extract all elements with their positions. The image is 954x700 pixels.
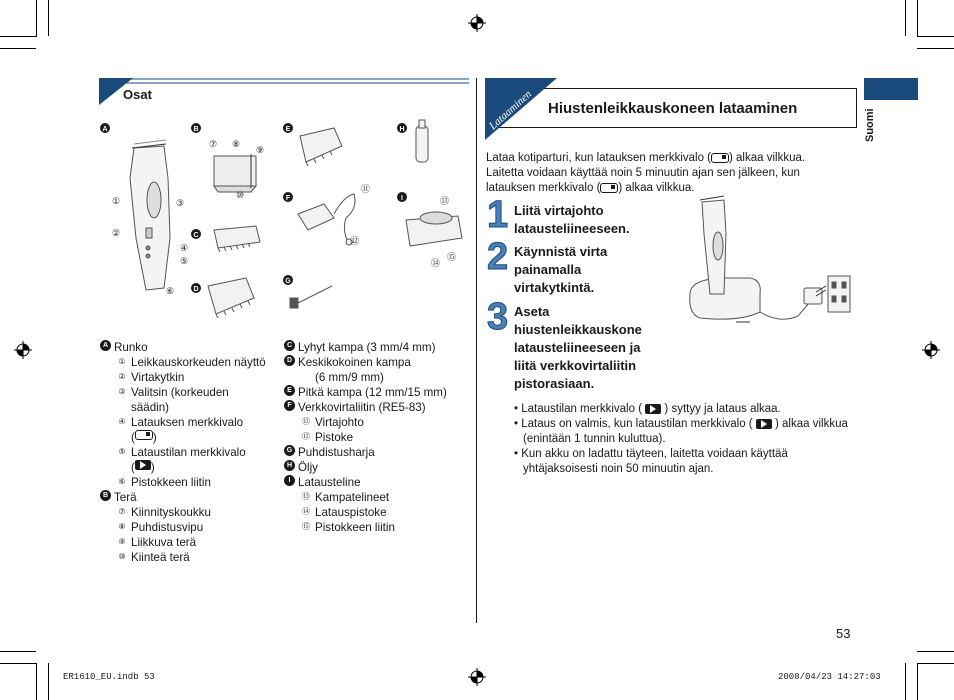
parts-list-item bbox=[100, 340, 278, 355]
part-name: Pistoke bbox=[315, 431, 354, 444]
parts-list-item bbox=[284, 430, 466, 445]
registration-mark-icon bbox=[468, 14, 486, 32]
part-name: Latauksen merkkivalo bbox=[131, 416, 244, 429]
part-name: Öljy bbox=[298, 461, 318, 474]
svg-text:④: ④ bbox=[180, 243, 189, 253]
svg-text:H: H bbox=[399, 126, 405, 133]
part-name: Pitkä kampa (12 mm/15 mm) bbox=[298, 386, 447, 399]
language-label: Suomi bbox=[864, 108, 876, 142]
bullet-list bbox=[514, 402, 854, 477]
part-letter-icon: A bbox=[100, 340, 111, 351]
part-number: ② bbox=[118, 372, 126, 381]
crop-mark bbox=[917, 663, 918, 700]
svg-text:②: ② bbox=[112, 228, 121, 238]
part-number: ⑨ bbox=[118, 537, 126, 546]
part-letter-icon: I bbox=[284, 475, 295, 486]
parts-list-item bbox=[100, 505, 278, 520]
stand-drawing bbox=[406, 212, 462, 246]
parts-list-item bbox=[284, 355, 466, 370]
part-number: ⑮ bbox=[302, 522, 310, 531]
registration-mark-icon bbox=[468, 668, 486, 686]
part-name-suffix: ) bbox=[152, 431, 157, 444]
crop-mark bbox=[917, 48, 954, 49]
part-letter-icon: G bbox=[284, 445, 295, 456]
part-name: Virtajohto bbox=[315, 416, 364, 429]
parts-list-item bbox=[284, 520, 466, 535]
bullet-item: • Lataustilan merkkivalo ( ) syttyy ja lataus alkaa. bbox=[514, 403, 781, 415]
crop-mark bbox=[917, 36, 954, 37]
part-name: Leikkauskorkeuden näyttö bbox=[131, 356, 266, 369]
part-name: Kampatelineet bbox=[315, 491, 390, 504]
parts-list-item bbox=[100, 550, 278, 565]
parts-list-item bbox=[100, 385, 278, 400]
parts-illustration bbox=[96, 118, 468, 318]
part-name: Puhdistusvipu bbox=[131, 521, 204, 534]
part-name: Lataustilan merkkivalo bbox=[131, 446, 246, 459]
section-tab bbox=[485, 78, 557, 140]
step-text: Liitä virtajohto latausteliineeseen. bbox=[514, 203, 630, 236]
section-header-bar bbox=[99, 78, 469, 106]
part-number: ⑤ bbox=[118, 447, 126, 456]
part-number: ⑪ bbox=[302, 417, 310, 426]
crop-mark bbox=[917, 0, 918, 36]
svg-text:B: B bbox=[193, 126, 199, 133]
part-name: Keskikokoinen kampa bbox=[298, 356, 411, 369]
part-name: Latausteline bbox=[298, 476, 361, 489]
crop-mark bbox=[917, 663, 954, 664]
part-name: Liikkuva terä bbox=[131, 536, 197, 549]
step-number: 1 bbox=[487, 194, 509, 236]
figure-label-g bbox=[283, 275, 293, 285]
svg-text:⑨: ⑨ bbox=[256, 145, 265, 155]
parts-list-item bbox=[284, 460, 466, 475]
crop-mark bbox=[36, 663, 37, 700]
parts-list-item bbox=[100, 430, 278, 445]
registration-mark-icon bbox=[922, 341, 940, 359]
footer-file: ER1610_EU.indb 53 bbox=[63, 672, 155, 682]
parts-list-item bbox=[100, 520, 278, 535]
part-name: Terä bbox=[114, 491, 137, 504]
figure-label-b bbox=[191, 123, 201, 133]
part-name: Kiinteä terä bbox=[131, 551, 190, 564]
figure-label-i bbox=[397, 192, 407, 202]
charge-lamp-icon bbox=[135, 430, 153, 440]
long-comb-drawing bbox=[300, 128, 342, 166]
step-number: 2 bbox=[487, 236, 509, 278]
part-name-suffix: ) bbox=[150, 461, 155, 474]
part-number: ⑩ bbox=[118, 552, 126, 561]
figure-label-c bbox=[191, 229, 201, 239]
part-name: Kiinnityskoukku bbox=[131, 506, 211, 519]
footer-timestamp: 2008/04/23 14:27:03 bbox=[778, 672, 881, 682]
part-number: ⑫ bbox=[302, 432, 310, 441]
part-name: Puhdistusharja bbox=[298, 446, 375, 459]
crop-mark bbox=[905, 663, 906, 700]
part-letter-icon: F bbox=[284, 400, 295, 411]
parts-list-item bbox=[284, 490, 466, 505]
part-number: ① bbox=[118, 357, 126, 366]
svg-text:①: ① bbox=[112, 196, 121, 206]
plug-icon bbox=[645, 404, 661, 414]
svg-text:⑩: ⑩ bbox=[236, 190, 245, 200]
parts-list-item bbox=[100, 460, 278, 475]
svg-text:A: A bbox=[102, 126, 108, 133]
part-number: ⑥ bbox=[118, 477, 126, 486]
parts-list-item bbox=[100, 400, 278, 415]
section-title: Osat bbox=[123, 87, 152, 102]
svg-text:③: ③ bbox=[176, 198, 185, 208]
parts-list-item bbox=[100, 490, 278, 505]
part-name: (6 mm/9 mm) bbox=[315, 371, 384, 384]
parts-list-item bbox=[284, 370, 466, 385]
crop-mark bbox=[48, 0, 49, 36]
blade-drawing bbox=[214, 154, 256, 192]
crop-mark bbox=[48, 663, 49, 700]
svg-text:⑤: ⑤ bbox=[180, 256, 189, 266]
short-comb-drawing bbox=[214, 226, 260, 252]
parts-list-item bbox=[284, 415, 466, 430]
step-text: Aseta hiustenleikkauskone latausteliineeseen ja liitä verkkovirtaliitin pistorasiaan. bbox=[514, 304, 642, 391]
figure-label-a bbox=[100, 123, 110, 133]
section-title-charging: Hiustenleikkauskoneen lataaminen bbox=[548, 100, 798, 117]
part-name: Runko bbox=[114, 341, 148, 354]
part-name: säädin) bbox=[131, 401, 170, 414]
plug-icon bbox=[135, 460, 151, 470]
parts-list-item bbox=[100, 415, 278, 430]
figure-label-d bbox=[191, 283, 201, 293]
brush-drawing bbox=[290, 286, 332, 308]
part-number: ④ bbox=[118, 417, 126, 426]
crop-mark bbox=[0, 36, 37, 37]
registration-mark-icon bbox=[14, 341, 32, 359]
part-name: Pistokkeen liitin bbox=[315, 521, 395, 534]
parts-list-item bbox=[284, 505, 466, 520]
part-letter-icon: E bbox=[284, 385, 295, 396]
parts-list-col1 bbox=[100, 340, 278, 565]
figure-label-f bbox=[283, 192, 293, 202]
parts-list-item bbox=[100, 535, 278, 550]
svg-text:⑬: ⑬ bbox=[440, 196, 450, 206]
part-letter-icon: H bbox=[284, 460, 295, 471]
parts-list-item bbox=[100, 355, 278, 370]
parts-list-item bbox=[100, 475, 278, 490]
parts-list-item bbox=[284, 400, 466, 415]
page-number: 53 bbox=[836, 626, 851, 641]
part-number: ⑦ bbox=[118, 507, 126, 516]
figure-label-h bbox=[397, 123, 407, 133]
intro-text: Lataa kotiparturi, kun latauksen merkkivalo ( ) alkaa vilkkua. Laitetta voidaan käyttää noin 5 minuutin ajan sen jälkeen, kun latauksen merkkivalo ( ) alkaa vilkkua. bbox=[486, 152, 806, 194]
crop-mark bbox=[0, 663, 36, 664]
part-letter-icon: B bbox=[100, 490, 111, 501]
language-tab bbox=[864, 78, 918, 100]
step-number: 3 bbox=[487, 296, 509, 338]
parts-list-item bbox=[100, 370, 278, 385]
crop-mark bbox=[36, 0, 37, 36]
parts-list-col2 bbox=[284, 340, 466, 535]
part-number: ⑬ bbox=[302, 492, 310, 501]
parts-list-item bbox=[284, 445, 466, 460]
part-name: ( bbox=[131, 431, 135, 444]
svg-text:⑥: ⑥ bbox=[166, 286, 175, 296]
crop-mark bbox=[905, 0, 906, 36]
parts-list-item bbox=[284, 340, 466, 355]
part-number: ⑭ bbox=[302, 507, 310, 516]
svg-text:C: C bbox=[193, 232, 199, 239]
svg-text:⑮: ⑮ bbox=[447, 252, 457, 262]
crop-mark bbox=[0, 651, 36, 652]
bullet-item: • Lataus on valmis, kun lataustilan merkkivalo ( ) alkaa vilkkua (enintään 1 tunnin kuluttua). bbox=[514, 418, 848, 445]
part-letter-icon: D bbox=[284, 355, 295, 366]
oil-bottle-drawing bbox=[416, 120, 428, 162]
svg-text:⑦: ⑦ bbox=[209, 139, 218, 149]
part-letter-icon: C bbox=[284, 340, 295, 351]
figure-label-e bbox=[283, 123, 293, 133]
crop-mark bbox=[917, 651, 954, 652]
charging-illustration bbox=[680, 194, 860, 344]
part-name: Verkkovirtaliitin (RE5-83) bbox=[298, 401, 426, 414]
svg-text:⑧: ⑧ bbox=[232, 139, 241, 149]
svg-text:I: I bbox=[401, 195, 403, 202]
step-text: Käynnistä virta painamalla virtakytkintä. bbox=[514, 244, 608, 295]
crop-mark bbox=[0, 48, 36, 49]
svg-text:F: F bbox=[285, 195, 291, 202]
part-number: ⑧ bbox=[118, 522, 126, 531]
parts-list-item bbox=[284, 475, 466, 490]
part-name: ( bbox=[131, 461, 135, 474]
svg-text:⑫: ⑫ bbox=[350, 236, 360, 246]
part-number: ③ bbox=[118, 387, 126, 396]
parts-list-item bbox=[100, 445, 278, 460]
bullet-item: • Kun akku on ladattu täyteen, laitetta voidaan käyttää yhtäjaksoisesti noin 50 minuutin ajan. bbox=[514, 448, 788, 475]
charge-lamp-icon bbox=[600, 183, 618, 193]
clipper-drawing bbox=[130, 140, 170, 290]
svg-text:⑪: ⑪ bbox=[361, 184, 371, 194]
parts-list-item bbox=[284, 385, 466, 400]
svg-text:E: E bbox=[285, 126, 291, 133]
medium-comb-drawing bbox=[208, 278, 254, 318]
svg-text:D: D bbox=[193, 286, 199, 293]
part-name: Lyhyt kampa (3 mm/4 mm) bbox=[298, 341, 436, 354]
column-divider bbox=[476, 78, 477, 623]
adaptor-drawing bbox=[298, 194, 355, 245]
charge-lamp-icon bbox=[711, 153, 729, 163]
part-name: Latauspistoke bbox=[315, 506, 387, 519]
svg-text:Lataaminen: Lataaminen bbox=[486, 88, 535, 133]
svg-text:G: G bbox=[285, 278, 291, 285]
part-name: Pistokkeen liitin bbox=[131, 476, 211, 489]
part-name: Valitsin (korkeuden bbox=[131, 386, 229, 399]
part-name: Virtakytkin bbox=[131, 371, 185, 384]
plug-icon bbox=[756, 419, 772, 429]
svg-text:⑭: ⑭ bbox=[431, 258, 441, 268]
